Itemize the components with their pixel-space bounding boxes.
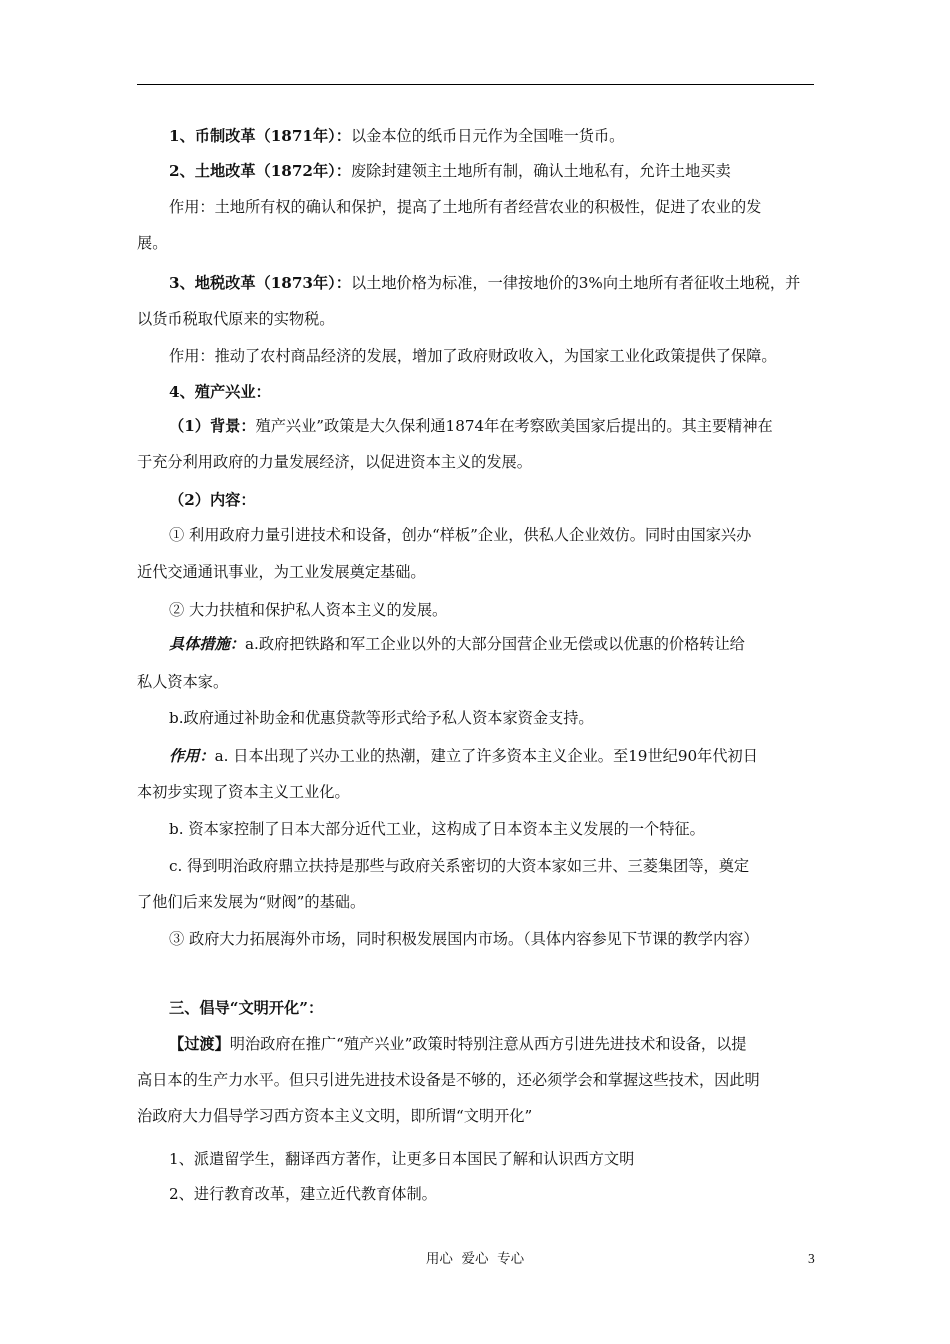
line-23: ③ 政府大力拓展海外市场，同时积极发展国内市场。（具体内容参见下节课的教学内容） [169, 930, 759, 948]
line-9: （1）背景：殖产兴业”政策是大久保利通1874年在考察欧美国家后提出的。其主要精神在 [169, 417, 773, 435]
line-29: 2、进行教育改革，建立近代教育体制。 [169, 1185, 437, 1203]
line-26: 高日本的生产力水平。但只引进先进技术设备是不够的，还必须学会和掌握这些技术，因此明 [137, 1071, 760, 1089]
line-19: 本初步实现了资本主义工业化。 [137, 783, 350, 801]
line-10: 于充分利用政府的力量发展经济，以促进资本主义的发展。 [137, 453, 532, 471]
line-16: 私人资本家。 [137, 673, 229, 691]
line-27: 治政府大力倡导学习西方资本主义文明，即所谓“文明开化” [137, 1107, 533, 1125]
line-2: 2、土地改革（1872年）：废除封建领主土地所有制，确认土地私有，允许土地买卖 [169, 162, 731, 180]
line-7: 作用：推动了农村商品经济的发展，增加了政府财政收入，为国家工业化政策提供了保障。 [169, 347, 777, 365]
line-4: 展。 [137, 234, 168, 252]
line-3: 作用：土地所有权的确认和保护，提高了土地所有者经营农业的积极性，促进了农业的发 [169, 198, 762, 216]
line-11: （2）内容： [169, 491, 256, 509]
line-6: 以货币税取代原来的实物税。 [137, 310, 335, 328]
line-15: 具体措施：a.政府把铁路和军工企业以外的大部分国营企业无偿或以优惠的价格转让给 [169, 635, 745, 653]
line-5: 3、地税改革（1873年）：以土地价格为标准，一律按地价的3%向土地所有者征收土地税，并 [169, 274, 801, 292]
line-25: 【过渡】明治政府在推广“殖产兴业”政策时特别注意从西方引进先进技术和设备，以提 [169, 1035, 747, 1053]
line-20: b. 资本家控制了日本大部分近代工业，这构成了日本资本主义发展的一个特征。 [169, 820, 705, 838]
line-8: 4、殖产兴业： [169, 383, 271, 401]
line-1: 1、币制改革（1871年）：以金本位的纸币日元作为全国唯一货币。 [169, 127, 625, 145]
line-24: 三、倡导“文明开化”： [169, 999, 324, 1017]
page-number: 3 [808, 1251, 815, 1266]
line-18: 作用：a. 日本出现了兴办工业的热潮，建立了许多资本主义企业。至19世纪90年代初日 [169, 747, 758, 765]
line-12: ① 利用政府力量引进技术和设备，创办“样板”企业，供私人企业效仿。同时由国家兴办 [169, 526, 752, 544]
footer-motto: 用心 爱心 专心 [425, 1251, 525, 1267]
header-rule [137, 84, 814, 85]
line-13: 近代交通通讯事业，为工业发展奠定基础。 [137, 563, 426, 581]
line-21: c. 得到明治政府鼎立扶持是那些与政府关系密切的大资本家如三井、三菱集团等，奠定 [169, 857, 750, 875]
line-17: b.政府通过补助金和优惠贷款等形式给予私人资本家资金支持。 [169, 709, 594, 727]
line-14: ② 大力扶植和保护私人资本主义的发展。 [169, 601, 448, 619]
line-28: 1、派遣留学生，翻译西方著作，让更多日本国民了解和认识西方文明 [169, 1150, 635, 1168]
line-22: 了他们后来发展为“财阀”的基础。 [137, 893, 366, 911]
